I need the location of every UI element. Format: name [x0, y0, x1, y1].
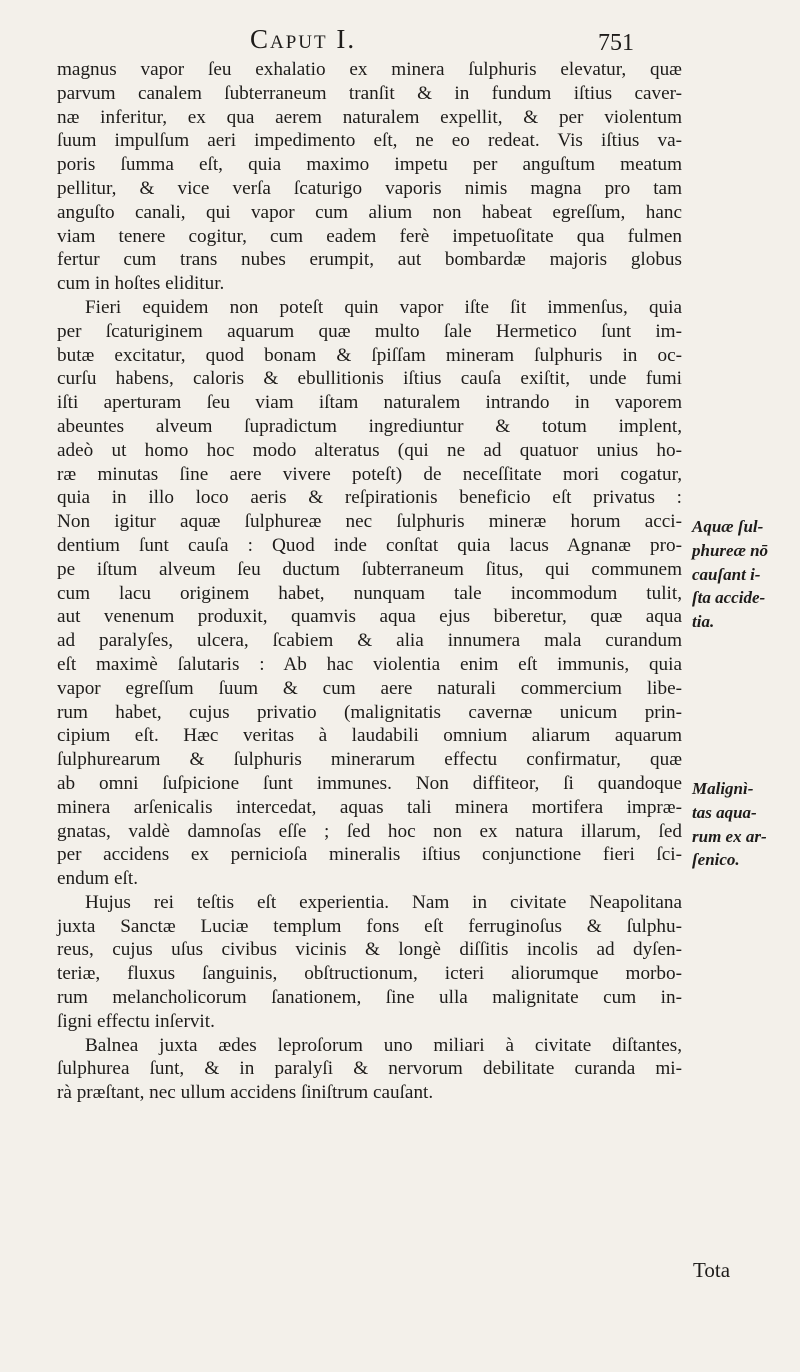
margin-note-line: Aquæ ſul- — [692, 517, 764, 536]
margin-note-line: rum ex ar- — [692, 826, 767, 846]
text-line: poris ſumma eſt, quia maximo impetu per anguſtum meatum — [57, 154, 682, 176]
text-line: dentium ſunt cauſa : Quod inde conſtat quia lacus Agnanæ pro- — [57, 534, 682, 556]
text-line: cum in hoſtes eliditur. — [57, 273, 225, 295]
margin-note-line: phureæ nō — [692, 540, 769, 560]
text-line: abeuntes alveum ſupradictum ingrediuntur & totum implent, — [57, 415, 682, 437]
text-line: magnus vapor ſeu exhalatio ex minera ſulphuris elevatur, quæ — [57, 59, 682, 80]
paragraph-start-line: Hujus rei teſtis eſt experientia. Nam in civitate Neapolitana — [85, 891, 682, 913]
text-line: Non igitur aquæ ſulphureæ nec ſulphuris mineræ horum acci- — [57, 511, 682, 533]
text-line: viam tenere cogitur, cum eadem ferè impetuoſitate qua fulmen — [57, 225, 682, 247]
paragraph-start-line: Balnea juxta ædes leproſorum uno miliari à civitate diſtantes, — [85, 1034, 682, 1056]
text-line: ad paralyſes, ulcera, ſcabiem & alia innumera mala curandum — [57, 630, 682, 652]
margin-note-line: tia. — [692, 612, 715, 632]
text-line: ſulphurearum & ſulphuris minerarum effectu confirmatur, quæ — [57, 749, 682, 771]
margin-note-arsenic — [692, 777, 800, 872]
text-line: rà præſtant, nec ullum accidens ſiniſtrum cauſant. — [57, 1082, 434, 1104]
text-line: quia in illo loco aeris & reſpirationis beneficio eſt privatus : — [57, 487, 682, 509]
margin-note-line: Malignì- — [692, 779, 754, 798]
text-line: ſigni effectu inſervit. — [57, 1010, 215, 1032]
text-line: fertur cum trans nubes erumpit, aut bombardæ majoris globus — [57, 249, 682, 271]
text-line: rum melancholicorum ſanationem, ſine ulla malignitate cum in- — [57, 987, 682, 1009]
margin-note-line: ſta accide- — [692, 588, 766, 608]
text-line: parvum canalem ſubterraneum tranſit & in fundum iſtius caver- — [57, 82, 682, 104]
text-line: pellitur, & vice verſa ſcaturigo vaporis nimis magna pro tam — [57, 177, 682, 199]
text-line: ræ minutas ſine aere vivere poteſt) de neceſſitate mori cogatur, — [57, 463, 682, 485]
text-line: cipium eſt. Hæc veritas à laudabili omnium aliarum aquarum — [57, 725, 682, 747]
text-line: eſt maximè ſalutaris : Ab hac violentia enim eſt immunis, quia — [57, 653, 682, 675]
catchword: Tota — [693, 1258, 731, 1282]
margin-note-line: tas aqua- — [692, 802, 757, 822]
text-line: vapor egreſſum ſuum & cum aere naturali commercium libe- — [57, 677, 682, 699]
text-line: reus, cujus uſus civibus vicinis & longè diſſitis incolis ad dyſen- — [57, 939, 682, 961]
page-header — [0, 18, 800, 58]
text-line: curſu habens, caloris & ebullitionis iſtius cauſa exiſtit, unde fumi — [57, 368, 682, 390]
text-line: ſuum impulſum aeri impedimento eſt, ne eo redeat. Vis iſtius va- — [57, 130, 682, 152]
text-line: næ inferitur, ex qua aerem naturalem expellit, & per violentum — [57, 106, 682, 128]
text-line: minera arſenicalis intercedat, aquas tali minera mortifera impræ- — [57, 796, 682, 818]
text-line: ſulphurea ſunt, & in paralyſi & nervorum debilitate curanda mi- — [57, 1058, 682, 1080]
text-line: adeò ut homo hoc modo alteratus (qui ne ad quatuor unius ho- — [57, 439, 682, 461]
text-line: per accidens ex pernicioſa mineralis iſtius conjunctione fieri ſci- — [57, 844, 682, 866]
margin-note-sulphur — [692, 515, 800, 634]
paragraph-start-line: Fieri equidem non poteſt quin vapor iſte ſit immenſus, quia — [85, 296, 682, 318]
text-line: pe iſtum alveum ſeu ductum ſubterraneum ſitus, qui communem — [57, 558, 682, 580]
text-line: teriæ, fluxus ſanguinis, obſtructionum, icteri aliorumque morbo- — [57, 963, 682, 985]
text-line: aut venenum produxit, quamvis aqua ejus biberetur, quæ aqua — [57, 606, 682, 628]
text-line: cum lacu originem habet, nunquam tale incommodum tulit, — [57, 582, 682, 604]
text-line: ab omni ſuſpicione ſunt immunes. Non diffiteor, ſi quandoque — [57, 772, 682, 794]
text-line: butæ excitatur, quod bonam & ſpiſſam mineram ſulphuris in oc- — [57, 344, 682, 366]
page-number: 751 — [598, 30, 634, 56]
text-line: anguſto canali, qui vapor cum alium non habeat egreſſum, hanc — [57, 201, 682, 223]
running-head: Caput I. — [250, 24, 357, 54]
margin-note-line: cauſant i- — [692, 564, 761, 584]
text-line: iſti aperturam ſeu viam iſtam naturalem intrando in vaporem — [57, 392, 682, 414]
text-line: endum eſt. — [57, 868, 138, 890]
text-line: rum habet, cujus privatio (malignitatis cavernæ unicum prin- — [57, 701, 682, 723]
margin-note-line: ſenico. — [692, 850, 740, 870]
text-line: juxta Sanctæ Luciæ templum fons eſt ferruginoſus & ſulphu- — [57, 915, 682, 937]
main-text-block — [57, 58, 682, 1105]
text-line: gnatas, valdè damnoſas eſſe ; ſed hoc non ex natura illarum, ſed — [57, 820, 682, 842]
text-line: per ſcaturiginem aquarum quæ multo ſale Hermetico ſunt im- — [57, 320, 682, 342]
